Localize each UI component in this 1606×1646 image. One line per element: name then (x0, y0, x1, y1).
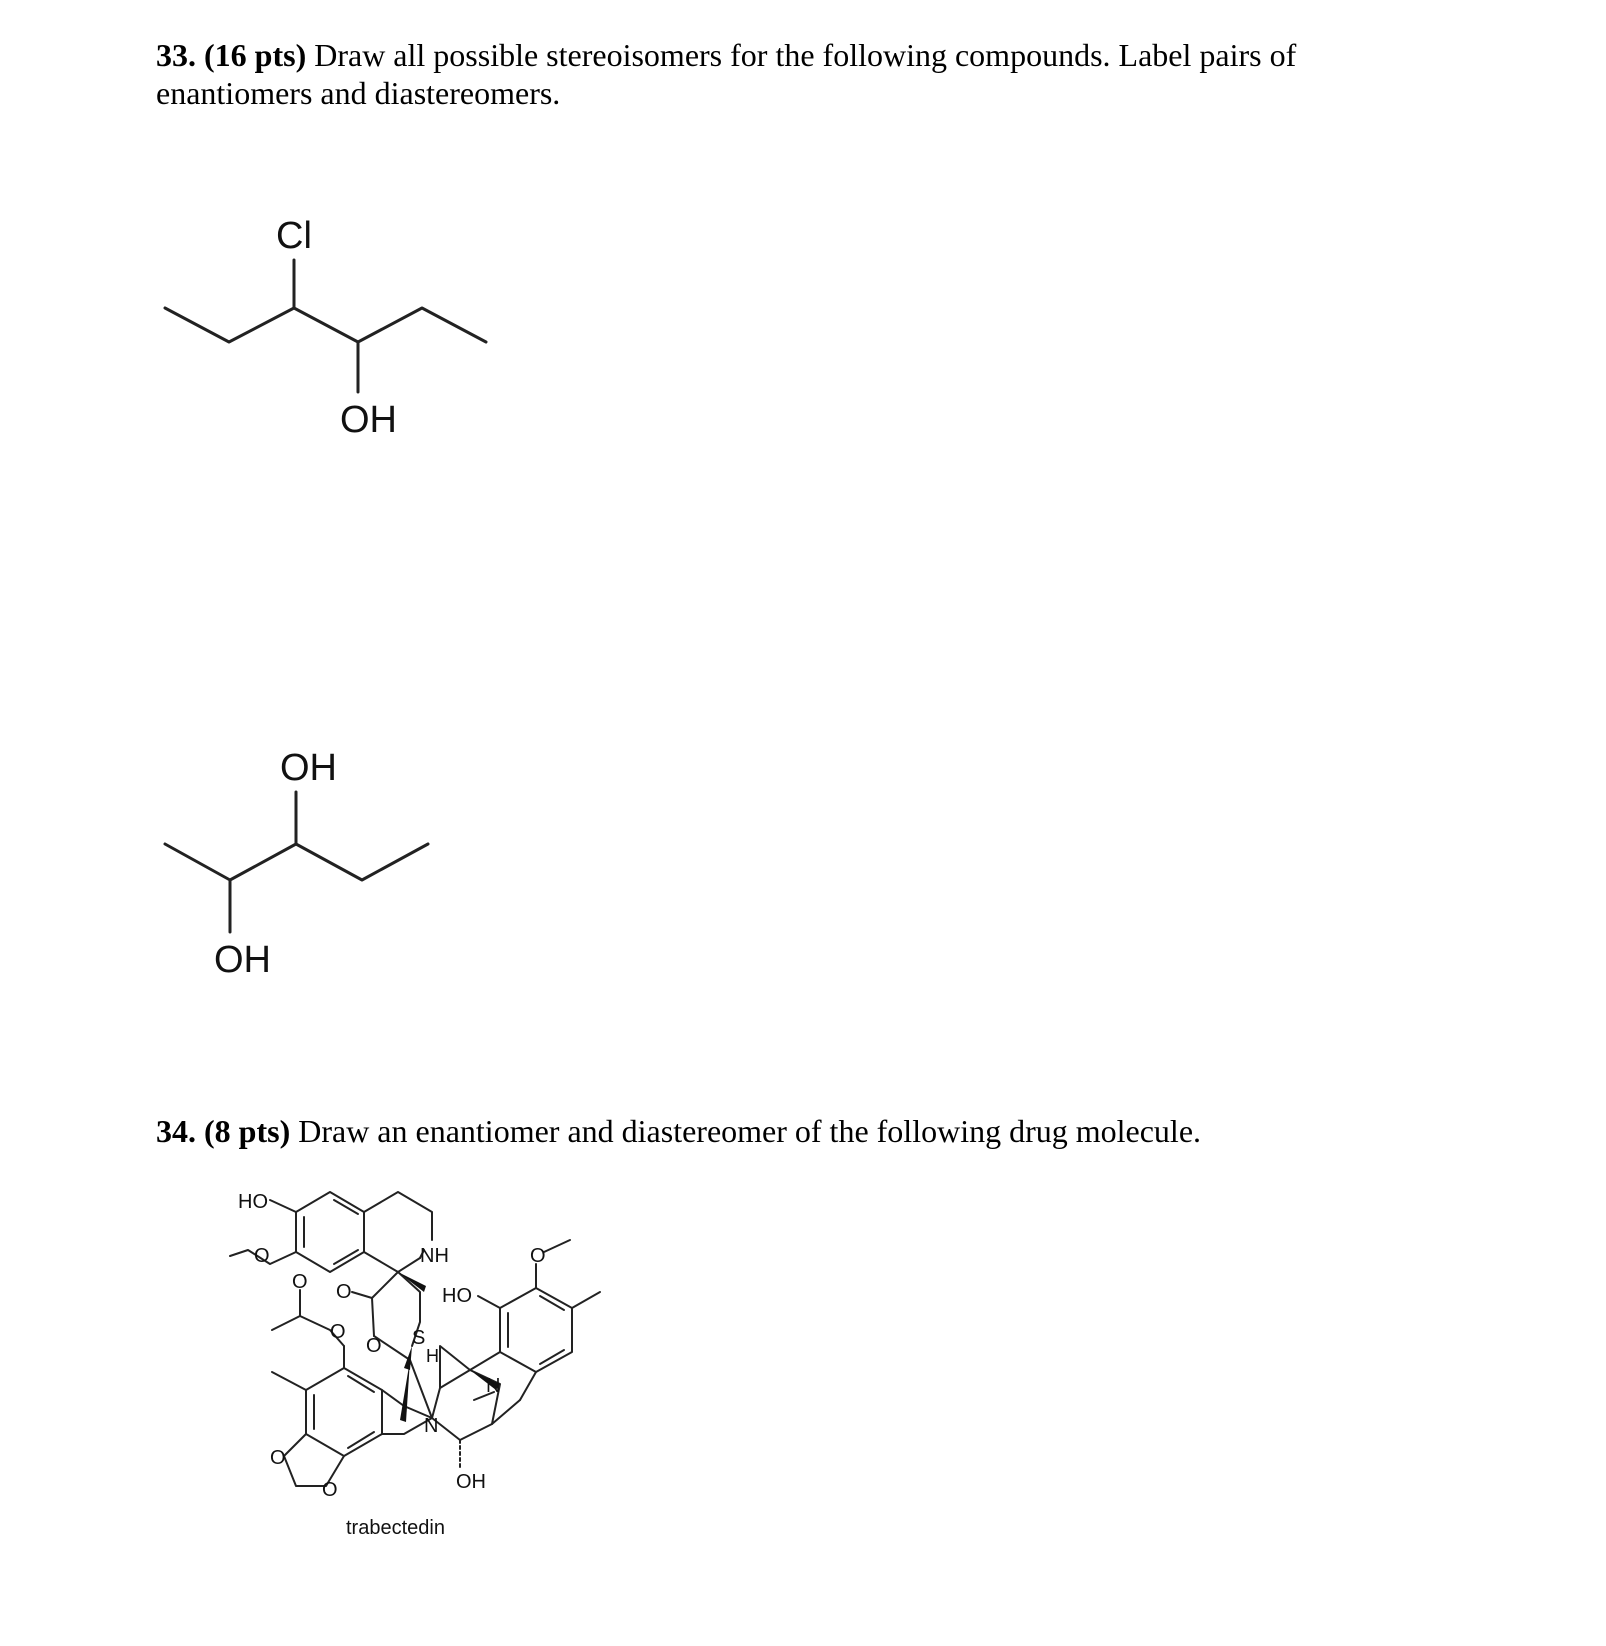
label-o-lactone: O (366, 1335, 382, 1357)
ho-right-bond (478, 1296, 500, 1308)
core-ring (440, 1346, 470, 1388)
ring-right-double-2 (540, 1350, 564, 1364)
label-o-dioxole-bottom: O (322, 1479, 338, 1501)
question-34-number: 34. (156, 1113, 196, 1149)
ho-top-bond (270, 1200, 296, 1212)
bold-wedge-lower (400, 1360, 410, 1422)
question-33-text: Draw all possible stereoisomers for the following compounds. Label pairs of enantiomers and diastereomers. (156, 37, 1297, 111)
ring-upper-aromatic (296, 1192, 364, 1272)
ring-lower-aromatic (306, 1368, 382, 1456)
question-34-text: Draw an enantiomer and diastereomer of the following drug molecule. (298, 1113, 1202, 1149)
ring-right-double-3 (540, 1296, 564, 1310)
label-n-center: N (424, 1415, 439, 1437)
core-chain-4 (432, 1400, 520, 1440)
lactone-co (352, 1292, 372, 1298)
label-ho-right: HO (442, 1285, 472, 1307)
hashed-wedge-nh (398, 1272, 426, 1292)
ring-upper-sat (364, 1192, 432, 1240)
label-s: S (412, 1327, 426, 1349)
trabectedin-name-label: trabectedin (346, 1517, 445, 1539)
label-o-dioxole-left: O (270, 1447, 286, 1469)
methoxy-right-methyl (544, 1240, 570, 1252)
molecule-2-chain (165, 844, 428, 880)
label-ho-top: HO (238, 1191, 268, 1213)
label-h: H (426, 1346, 439, 1366)
label-o-lactone-carbonyl: O (336, 1281, 352, 1303)
ring-right-to-core-2 (520, 1372, 536, 1400)
label-o-methoxy-left: O (254, 1245, 270, 1267)
molecule-2-structure (165, 792, 428, 932)
label-o-carbonyl-acetyl: O (292, 1271, 308, 1293)
label-oh-bottom: OH (456, 1471, 486, 1493)
question-33-number: 33. (156, 37, 196, 73)
question-34-points: (8 pts) (204, 1113, 291, 1149)
label-o-methoxy-right: O (530, 1245, 546, 1267)
molecule-2-oh-top-label: OH (280, 747, 337, 789)
label-o-acetyl: O (330, 1321, 346, 1343)
molecule-1-structure (165, 260, 486, 392)
molecule-1-cl-label: Cl (276, 215, 312, 257)
methyl-lower (272, 1372, 306, 1390)
ring-right-aromatic (500, 1288, 572, 1372)
lactone-carbonyl-chain (372, 1272, 398, 1336)
molecule-2-oh-bottom-label: OH (214, 939, 271, 981)
label-nh: NH (420, 1245, 449, 1267)
molecule-1-chain (165, 308, 486, 342)
methyl-right (572, 1292, 600, 1308)
molecule-1-oh-label: OH (340, 399, 397, 441)
label-n-right: N (486, 1375, 501, 1397)
question-33-points: (16 pts) (204, 37, 307, 73)
ring-right-to-core (470, 1352, 500, 1370)
ring-upper-sat-2 (364, 1252, 420, 1272)
